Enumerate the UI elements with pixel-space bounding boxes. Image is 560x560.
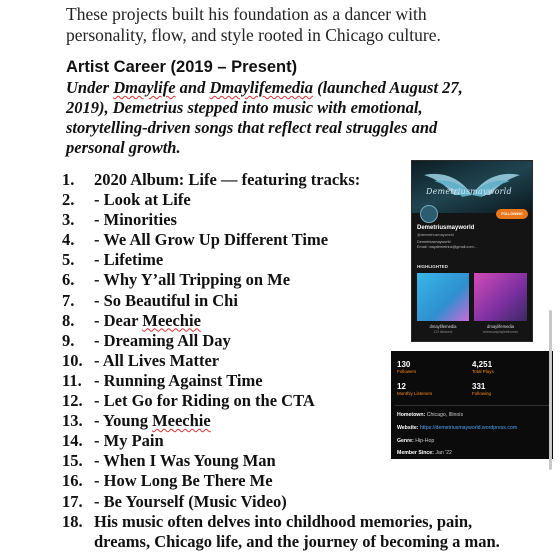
list-number: 1. bbox=[62, 170, 75, 189]
list-text: - We All Grow Up Different Time bbox=[94, 230, 329, 250]
website-link[interactable]: https://demetriusmayworld.wordpress.com bbox=[419, 425, 518, 431]
list-number: 11. bbox=[62, 370, 82, 390]
list-text: - How Long Be There Me bbox=[94, 471, 273, 491]
list-text: - Dreaming All Day bbox=[94, 330, 231, 350]
career-text-3: (launched August 27, 2019), Demetrius stepped into music with emotional, storytelling-driven songs that reflect real struggles and personal growth. bbox=[66, 78, 463, 157]
list-number: 6. bbox=[62, 270, 75, 290]
genre-row: Genre: Hip-Hop bbox=[397, 438, 435, 444]
list-text-underlined: Meechie bbox=[142, 310, 201, 330]
dmaylife-link: Dmaylife bbox=[113, 78, 176, 97]
profile-bio-line: Demetriusmayworld bbox=[417, 240, 451, 244]
list-number: 2. bbox=[62, 190, 75, 210]
list-number: 12. bbox=[62, 391, 83, 411]
stat-following bbox=[472, 382, 491, 397]
list-number: 8. bbox=[62, 310, 75, 330]
list-text: - Running Against Time bbox=[94, 370, 263, 390]
list-number: 9. bbox=[62, 330, 75, 350]
intro-paragraph: These projects built his foundation as a dancer with personality, flow, and style rooted in Chicago culture. bbox=[66, 4, 441, 45]
tile-subcaption: wherecaniplayfeethomeo bbox=[482, 330, 519, 334]
list-text-prefix: - Dear bbox=[94, 310, 143, 330]
stat-value: 4,251 bbox=[472, 360, 493, 369]
list-number: 16. bbox=[62, 471, 83, 491]
profile-bio-line: Email: maydemetrius@gmail.com... bbox=[417, 245, 477, 249]
stat-label: Followers bbox=[397, 369, 417, 374]
stat-value: 331 bbox=[472, 382, 486, 391]
list-text: - Why Y’all Tripping on Me bbox=[94, 270, 291, 290]
list-text: 2020 Album: Life — featuring tracks: bbox=[94, 170, 361, 189]
hometown-row: Hometown: Chicago, Illinois bbox=[397, 412, 464, 418]
list-item bbox=[62, 512, 532, 553]
list-number: 7. bbox=[62, 290, 75, 310]
member-since-row: Member Since: Jan '22 bbox=[397, 450, 452, 456]
stat-followers bbox=[397, 360, 416, 375]
list-text: - My Pain bbox=[94, 431, 164, 451]
stat-monthly-listeners bbox=[397, 382, 432, 397]
list-number: 18. bbox=[62, 511, 83, 531]
list-item bbox=[62, 492, 532, 512]
highlight-tile[interactable] bbox=[417, 273, 469, 321]
following-button[interactable]: FOLLOWING bbox=[496, 209, 528, 219]
list-text: - All Lives Matter bbox=[94, 350, 220, 370]
wings-logo-icon bbox=[412, 165, 532, 205]
stats-screenshot bbox=[391, 351, 553, 459]
list-number: 13. bbox=[62, 411, 83, 431]
highlight-tile[interactable] bbox=[474, 273, 527, 321]
list-number: 14. bbox=[62, 431, 83, 451]
career-text-1: Under bbox=[66, 78, 114, 97]
avatar bbox=[420, 205, 438, 223]
stat-value: 12 bbox=[397, 382, 406, 391]
tile-subcaption: 123 followers bbox=[433, 330, 453, 334]
list-number: 10. bbox=[62, 350, 83, 370]
list-text: His music often delves into childhood memories, pain, dreams, Chicago life, and the journey of becoming a man. bbox=[94, 511, 500, 552]
highlighted-label: HIGHLIGHTED bbox=[417, 264, 448, 269]
stat-label: Following bbox=[472, 391, 492, 396]
website-row: Website: https://demetriusmayworld.wordpress.com bbox=[397, 425, 518, 431]
section-heading: Artist Career (2019 – Present) bbox=[66, 58, 298, 76]
list-text: - Let Go for Riding on the CTA bbox=[94, 391, 315, 411]
profile-screenshot bbox=[411, 160, 533, 342]
list-text: - When I Was Young Man bbox=[94, 451, 276, 471]
tile-caption: dmaylifemedia bbox=[487, 324, 514, 329]
career-description bbox=[66, 78, 496, 158]
stat-label: Monthly Listeners bbox=[397, 391, 433, 396]
divider bbox=[395, 405, 549, 406]
banner-title: Demetriusmayworld bbox=[426, 187, 512, 196]
list-text: - Minorities bbox=[94, 210, 177, 230]
list-number: 3. bbox=[62, 210, 75, 230]
list-text: - Lifetime bbox=[94, 250, 164, 270]
list-text: - So Beautiful in Chi bbox=[94, 290, 238, 310]
list-text: - Look at Life bbox=[94, 190, 191, 210]
profile-name: Demetriusmayworld bbox=[417, 225, 475, 231]
list-number: 4. bbox=[62, 230, 75, 250]
stat-total-plays bbox=[472, 360, 494, 375]
list-text-underlined: Meechie bbox=[152, 411, 211, 431]
dmaylifemedia-link: Dmaylifemedia bbox=[209, 78, 314, 97]
list-item bbox=[62, 471, 532, 491]
list-number: 5. bbox=[62, 250, 75, 270]
stat-label: Total Plays bbox=[472, 369, 494, 374]
career-text-2: and bbox=[175, 78, 210, 97]
scrollbar[interactable] bbox=[549, 310, 552, 470]
stat-value: 130 bbox=[397, 360, 411, 369]
list-text-prefix: - Young bbox=[94, 411, 153, 431]
list-text: - Be Yourself (Music Video) bbox=[94, 491, 287, 511]
profile-handle: @demetriusmayworld bbox=[417, 233, 454, 237]
list-number: 17. bbox=[62, 491, 83, 511]
tile-caption: dmaylifemedia bbox=[429, 324, 457, 329]
list-number: 15. bbox=[62, 451, 83, 471]
